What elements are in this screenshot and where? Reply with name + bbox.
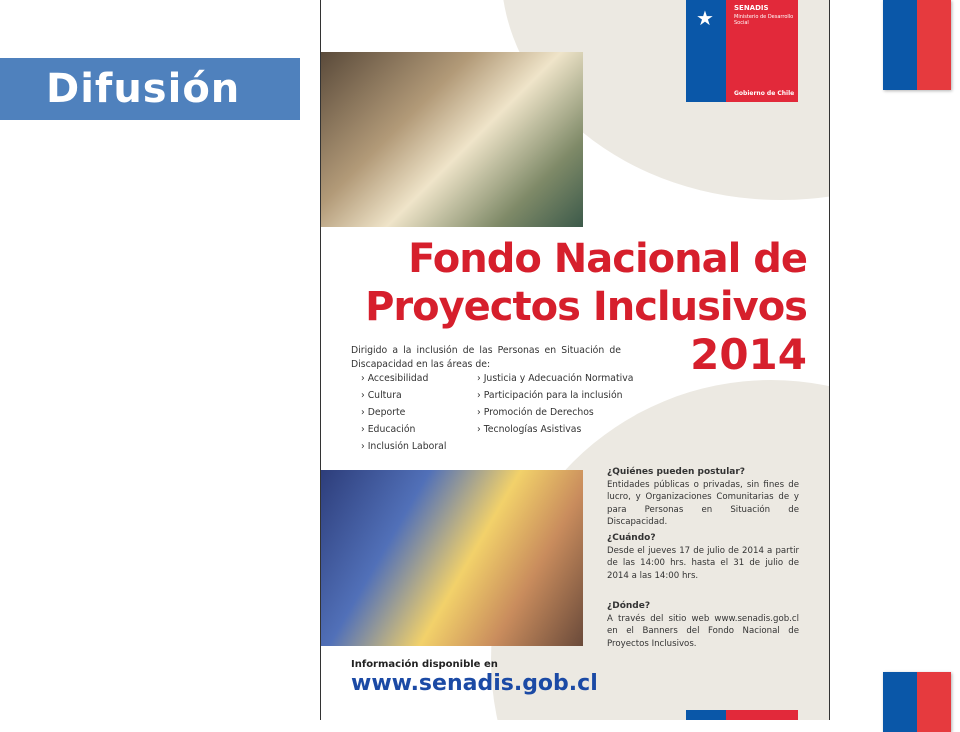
faq-where	[607, 600, 799, 650]
slide-title: Difusión	[46, 66, 241, 112]
photo-child-with-teacher	[321, 470, 583, 646]
headline-year: 2014	[690, 330, 807, 379]
poster-intro: Dirigido a la inclusión de las Personas en Situación de Discapacidad en las áreas de:	[351, 345, 621, 370]
area-item: › Deporte	[361, 407, 446, 424]
area-item: › Inclusión Laboral	[361, 441, 446, 458]
chile-flag-decoration-top	[883, 0, 951, 90]
faq-answer: Entidades públicas o privadas, sin fines de lucro, y Organizaciones Comunitarias de y para Personas en Situación de Discapacidad.	[607, 479, 799, 528]
faq-question: ¿Cuándo?	[607, 533, 656, 543]
area-item: › Accesibilidad	[361, 373, 446, 390]
faq-question: ¿Dónde?	[607, 601, 651, 611]
slide-title-banner	[0, 58, 300, 120]
area-item: › Promoción de Derechos	[477, 407, 633, 424]
faq-when	[607, 532, 799, 582]
poster-bottom-flag	[686, 710, 798, 720]
poster-image	[320, 0, 830, 720]
faq-who	[607, 466, 799, 529]
area-item: › Cultura	[361, 390, 446, 407]
logo-org: SENADIS	[734, 4, 769, 12]
logo-government: Gobierno de Chile	[734, 90, 795, 97]
chile-flag-decoration-bottom	[883, 672, 951, 732]
area-item: › Justicia y Adecuación Normativa	[477, 373, 633, 390]
area-item: › Tecnologías Asistivas	[477, 424, 633, 441]
headline-line1: Fondo Nacional de	[408, 236, 807, 282]
faq-answer: Desde el jueves 17 de julio de 2014 a partir de las 14:00 hrs. hasta el 31 de julio de 2014 a las 14:00 hrs.	[607, 545, 799, 581]
senadis-logo	[686, 0, 798, 102]
photo-artist	[321, 52, 583, 227]
faq-question: ¿Quiénes pueden postular?	[607, 467, 746, 477]
logo-ministry: Ministerio de Desarrollo Social	[734, 14, 794, 26]
headline-line2: Proyectos Inclusivos	[365, 284, 807, 330]
footer-url: www.senadis.gob.cl	[351, 671, 598, 696]
area-item: › Educación	[361, 424, 446, 441]
coat-of-arms-icon: ★	[696, 6, 714, 30]
footer-note: Información disponible en	[351, 659, 498, 670]
faq-answer: A través del sitio web www.senadis.gob.cl en el Banners del Fondo Nacional de Proyectos Inclusivos.	[607, 613, 799, 649]
area-item: › Participación para la inclusión	[477, 390, 633, 407]
